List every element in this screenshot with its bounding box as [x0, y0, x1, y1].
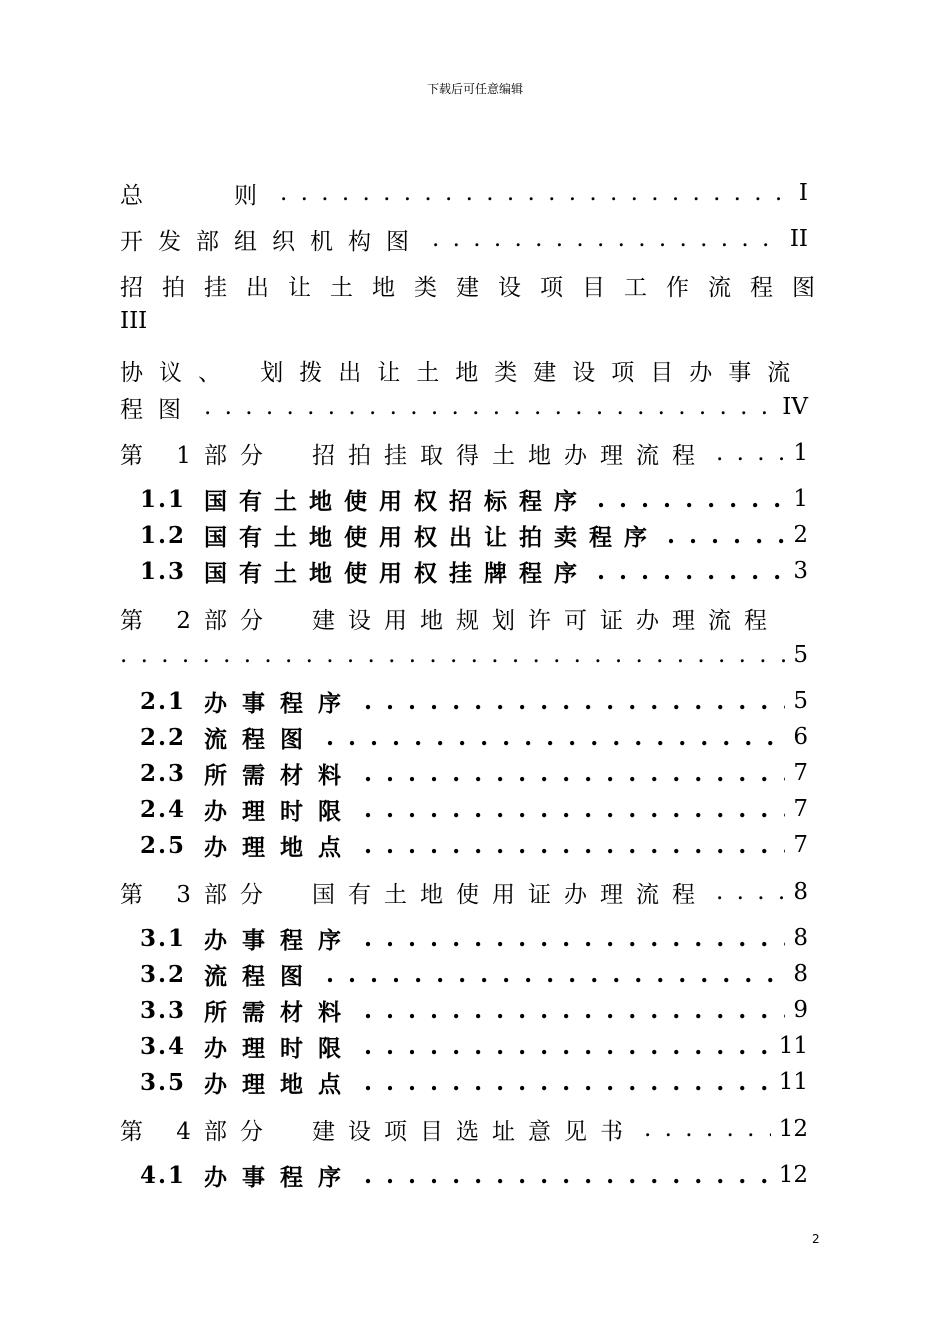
toc-page: 5	[793, 688, 808, 714]
toc-entry[interactable]	[120, 355, 808, 385]
toc-page: 2	[793, 522, 808, 548]
leader-dots	[716, 440, 785, 466]
toc-label: 国有土地使用权招标程序	[204, 487, 590, 515]
leader-dots	[432, 226, 782, 252]
toc-label: 程图	[120, 396, 196, 423]
toc-entry[interactable]	[120, 270, 834, 301]
leader-dots	[597, 486, 785, 513]
toc-subentry[interactable]	[140, 722, 808, 752]
toc-number: 3.1	[140, 924, 187, 952]
toc-page: 6	[793, 724, 808, 750]
toc-subentry[interactable]	[140, 959, 808, 989]
leader-dots	[364, 1162, 771, 1189]
toc-page: II	[789, 226, 808, 252]
toc-number: 1.2	[140, 521, 187, 549]
toc-subentry[interactable]	[140, 758, 808, 788]
toc-label: 办事程序	[204, 689, 357, 717]
toc-number: 3.3	[140, 996, 187, 1024]
toc-number: 3.2	[140, 960, 187, 988]
toc-number: 2.4	[140, 795, 187, 823]
toc-page: 9	[793, 997, 808, 1023]
leader-dots	[597, 558, 785, 585]
toc-subentry[interactable]	[140, 1067, 808, 1097]
toc-page: I	[798, 180, 808, 206]
toc-subentry[interactable]	[140, 1160, 808, 1190]
leader-dots	[667, 522, 785, 549]
toc-subentry[interactable]	[140, 484, 808, 514]
toc-page: 7	[793, 760, 808, 786]
toc-label: 办理时限	[204, 797, 357, 825]
toc-number: 2.5	[140, 831, 187, 859]
leader-dots	[364, 796, 785, 823]
toc-label: 国有土地使用权挂牌程序	[204, 559, 590, 587]
toc-subentry[interactable]	[140, 923, 808, 953]
toc-entry[interactable]	[120, 178, 808, 208]
toc-subentry[interactable]	[140, 794, 808, 824]
toc-page: 8	[793, 879, 808, 905]
toc-entry[interactable]	[120, 877, 808, 907]
toc-label: 总 则	[120, 182, 272, 209]
toc-page: 7	[793, 796, 808, 822]
toc-entry[interactable]	[120, 603, 808, 633]
toc-page: 12	[778, 1116, 808, 1142]
toc-label: 办理时限	[204, 1034, 357, 1062]
toc-label: 办理地点	[204, 1070, 357, 1098]
toc-page: IV	[782, 394, 808, 420]
toc-entry[interactable]	[120, 438, 808, 468]
toc-number: 3.5	[140, 1068, 187, 1096]
leader-dots	[364, 832, 785, 859]
leader-dots	[204, 394, 774, 420]
toc-page: III	[120, 308, 148, 334]
toc-page: 8	[793, 961, 808, 987]
leader-dots	[364, 688, 785, 715]
leader-dots	[716, 879, 785, 905]
leader-dots	[364, 1069, 771, 1096]
toc-number: 2.1	[140, 687, 187, 715]
toc-subentry[interactable]	[140, 686, 808, 716]
toc-label: 第 3部分 国有土地使用证办理流程	[120, 881, 708, 908]
leader-dots	[120, 642, 785, 668]
toc-number: 3.4	[140, 1032, 187, 1060]
toc-page: 3	[793, 558, 808, 584]
toc-page: 1	[793, 486, 808, 512]
page-number: 2	[812, 1232, 820, 1246]
leader-dots	[644, 1116, 771, 1142]
toc-label: 办理地点	[204, 833, 357, 861]
toc-label: 第 4部分 建设项目选址意见书	[120, 1118, 636, 1145]
toc-number: 1.3	[140, 557, 187, 585]
toc-entry[interactable]	[120, 1114, 808, 1144]
leader-dots	[364, 925, 785, 952]
toc-number: 4.1	[140, 1161, 187, 1189]
toc-page: 11	[778, 1033, 808, 1059]
toc-entry[interactable]	[120, 224, 808, 254]
toc-number: 1.1	[140, 485, 187, 513]
toc-subentry[interactable]	[140, 1031, 808, 1061]
leader-dots	[364, 1033, 771, 1060]
toc-page: 1	[793, 440, 808, 466]
toc-number: 2.3	[140, 759, 187, 787]
toc-number: 2.2	[140, 723, 187, 751]
leader-dots	[326, 961, 785, 988]
toc-label: 办事程序	[204, 1163, 357, 1191]
toc-label: 开发部组织机构图	[120, 228, 424, 255]
toc-subentry[interactable]	[140, 995, 808, 1025]
toc-page: 12	[778, 1162, 808, 1188]
toc-page: 5	[793, 642, 808, 668]
leader-dots	[364, 997, 785, 1024]
toc-label: 第 1部分 招拍挂取得土地办理流程	[120, 442, 708, 469]
toc-label: 国有土地使用权出让拍卖程序	[204, 523, 660, 551]
page-header: 下载后可任意编辑	[426, 82, 523, 96]
leader-dots	[326, 724, 785, 751]
toc-label: 协议、 划拨出让土地类建设项目办事流	[120, 359, 807, 386]
toc-page: 11	[778, 1069, 808, 1095]
toc-page: 7	[793, 832, 808, 858]
toc-page: 8	[793, 925, 808, 951]
toc-label: 第 2部分 建设用地规划许可证办理流程	[120, 607, 780, 634]
toc-label: 办事程序	[204, 926, 357, 954]
toc-label: 流程图	[204, 725, 319, 753]
toc-entry-continued[interactable]	[120, 640, 808, 670]
toc-label: 所需材料	[204, 998, 357, 1026]
toc-subentry[interactable]	[140, 830, 808, 860]
toc-entry-continued[interactable]	[120, 392, 808, 422]
toc-subentry[interactable]	[140, 556, 808, 586]
toc-label: 流程图	[204, 962, 319, 990]
toc-label: 招拍挂出让土地类建设项目工作流程图	[120, 274, 834, 301]
leader-dots	[364, 760, 785, 787]
leader-dots	[280, 180, 790, 206]
toc-label: 所需材料	[204, 761, 357, 789]
toc-subentry[interactable]	[140, 520, 808, 550]
